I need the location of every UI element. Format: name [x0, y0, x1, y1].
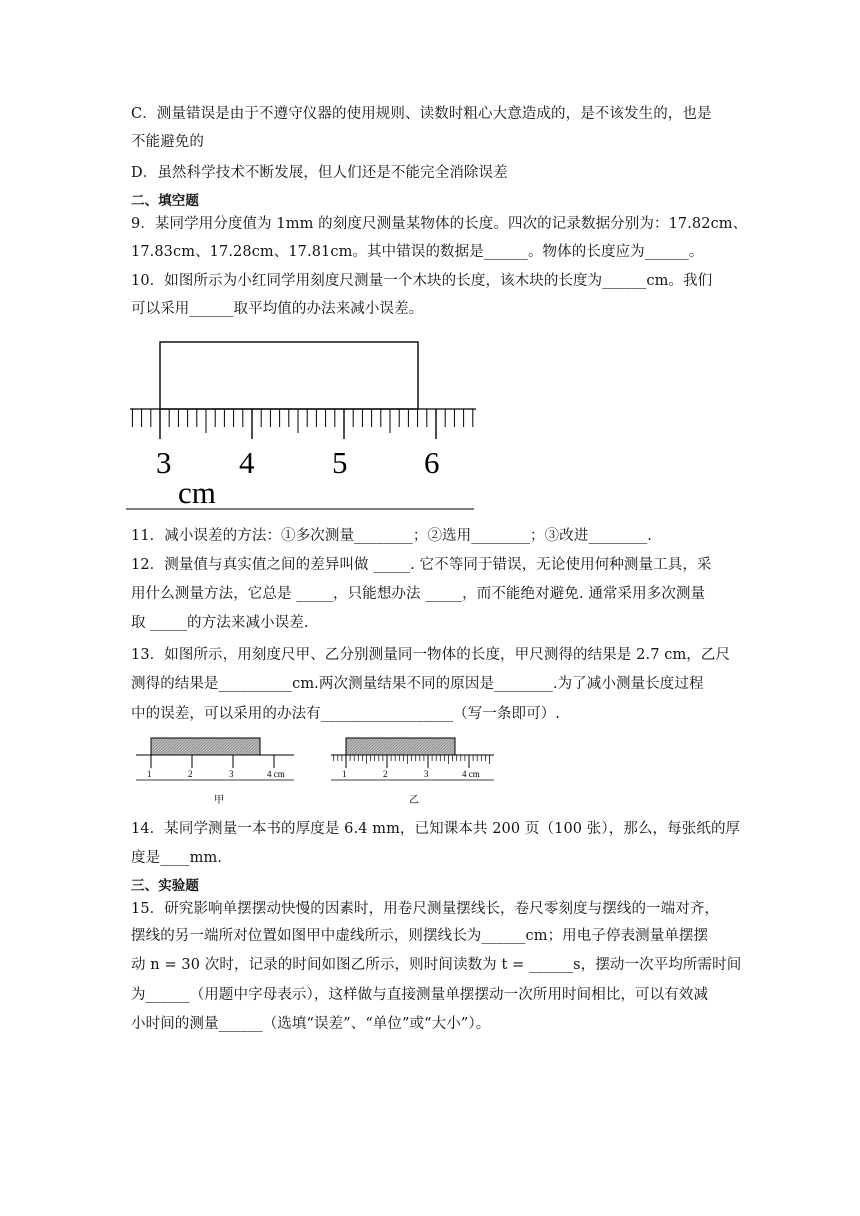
question-12-line1: 12．测量值与真实值之间的差异叫做 _____. 它不等同于错误，无论使用何种测量工具，采	[131, 557, 712, 573]
question-12-line3: 取 _____的方法来减小误差.	[131, 615, 309, 631]
section-heading-experiment: 三、实验题	[131, 878, 199, 894]
ruler-label-3: 3	[156, 445, 172, 480]
option-d: D．虽然科学技术不断发展，但人们还是不能完全消除误差	[131, 165, 508, 181]
question-13-line3: 中的误差，可以采用的办法有__________________（写一条即可）.	[131, 706, 561, 722]
caption-jia: 甲	[214, 795, 224, 806]
ruler-jia-label-4: 4 cm	[267, 769, 285, 779]
wooden-block	[160, 342, 418, 409]
ruler-yi-label-4: 4 cm	[462, 769, 480, 779]
ruler-jia-label-2: 2	[188, 769, 193, 779]
question-15-line5: 小时间的测量______（选填“误差”、“单位”或“大小”）。	[131, 1016, 491, 1032]
question-13-line1: 13．如图所示，用刻度尺甲、乙分别测量同一物体的长度，甲尺测得的结果是 2.7 cm，乙尺	[131, 647, 731, 663]
option-c-line2: 不能避免的	[131, 134, 204, 150]
question-12-line2: 用什么测量方法，它总是 _____，只能想办法 _____，而不能绝对避免. 通常采用多次测量	[131, 586, 706, 602]
question-10-line1: 10．如图所示为小红同学用刻度尺测量一个木块的长度，该木块的长度为______cm。我们	[131, 273, 713, 289]
ruler-label-6: 6	[424, 445, 440, 480]
caption-yi: 乙	[409, 795, 419, 806]
question-10-line2: 可以采用______取平均值的办法来减小误差。	[131, 301, 424, 317]
ruler-label-5: 5	[332, 445, 348, 480]
ruler-yi-ticks	[334, 755, 490, 768]
object-on-ruler-yi	[346, 738, 455, 755]
ruler-yi-label-2: 2	[383, 769, 388, 779]
question-15-line4: 为______（用题中字母表示），这样做与直接测量单摆摆动一次所用时间相比，可以有效减	[131, 987, 709, 1003]
ruler-comparison-figure-q13	[134, 732, 504, 812]
question-15-line1: 15．研究影响单摆摆动快慢的因素时，用卷尺测量摆线长，卷尺零刻度与摆线的一端对齐，	[131, 901, 720, 917]
ruler-unit-label: cm	[178, 475, 216, 510]
option-c-line1: C．测量错误是由于不遵守仪器的使用规则、读数时粗心大意造成的，是不该发生的，也是	[131, 106, 712, 122]
section-heading-fill-blank: 二、填空题	[131, 193, 199, 209]
ruler-jia-ticks	[151, 755, 274, 768]
question-14-line1: 14．某同学测量一本书的厚度是 6.4 mm，已知课本共 200 页（100 张），那么，每张纸的厚	[131, 821, 741, 837]
question-9-line2: 17.83cm、17.28cm、17.81cm。其中错误的数据是______。物体的长度应为______。	[131, 244, 704, 260]
question-13-line2: 测得的结果是__________cm.两次测量结果不同的原因是________.为了减小测量长度过程	[131, 676, 704, 692]
question-15-line3: 动 n = 30 次时，记录的时间如图乙所示，则时间读数为 t = ______s，摆动一次平均所需时间	[131, 957, 742, 973]
ruler-label-4: 4	[239, 445, 255, 480]
ruler-ticks	[132, 409, 472, 439]
object-on-ruler-jia	[151, 738, 260, 755]
question-11: 11．减小误差的方法：①多次测量________；②选用________；③改进________.	[131, 528, 652, 544]
ruler-figure-q10	[126, 335, 486, 520]
question-14-line2: 度是____mm.	[131, 850, 223, 866]
question-9-line1: 9．某同学用分度值为 1mm 的刻度尺测量某物体的长度。四次的记录数据分别为：17.82cm、	[131, 216, 748, 232]
ruler-jia-label-3: 3	[229, 769, 234, 779]
ruler-yi-label-1: 1	[342, 769, 347, 779]
ruler-jia-label-1: 1	[147, 769, 152, 779]
question-15-line2: 摆线的另一端所对位置如图甲中虚线所示，则摆线长为______cm；用电子停表测量单摆摆	[131, 928, 709, 944]
ruler-yi-label-3: 3	[424, 769, 429, 779]
